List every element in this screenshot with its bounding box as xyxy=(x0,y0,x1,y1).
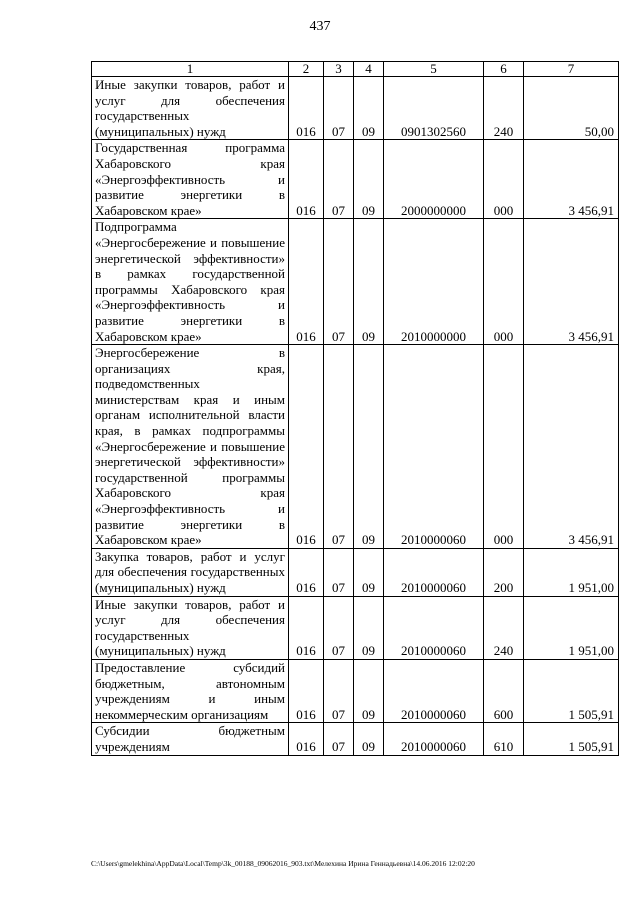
table-row xyxy=(92,723,619,755)
row-amount: 1 951,00 xyxy=(524,596,619,659)
row-amount: 3 456,91 xyxy=(524,219,619,345)
row-ministry: 016 xyxy=(289,77,324,140)
row-section: 07 xyxy=(324,596,354,659)
row-amount: 3 456,91 xyxy=(524,140,619,219)
table-row xyxy=(92,345,619,549)
row-target: 0901302560 xyxy=(384,77,484,140)
row-subsection: 09 xyxy=(354,659,384,722)
row-expense-type: 600 xyxy=(484,659,524,722)
row-subsection: 09 xyxy=(354,140,384,219)
header-col-1: 1 xyxy=(92,62,289,77)
table-row xyxy=(92,659,619,722)
row-subsection: 09 xyxy=(354,219,384,345)
row-target: 2010000060 xyxy=(384,548,484,596)
file-path-footer: C:\Users\gmelekhina\AppData\Local\Temp\3k_00188_09062016_903.txt\Мелехина Ирина Геннадьевна\14.06.2016 12:02:20 xyxy=(91,859,475,868)
header-col-7: 7 xyxy=(524,62,619,77)
row-name xyxy=(92,77,289,140)
budget-table xyxy=(91,61,619,756)
row-target: 2010000060 xyxy=(384,345,484,549)
row-name xyxy=(92,140,289,219)
row-section: 07 xyxy=(324,140,354,219)
row-name-text: Закупка товаров, работ и услуг для обеспечения государственных (муниципальных) нужд xyxy=(95,548,285,595)
row-subsection: 09 xyxy=(354,345,384,549)
row-ministry: 016 xyxy=(289,140,324,219)
row-section: 07 xyxy=(324,345,354,549)
row-section: 07 xyxy=(324,723,354,755)
header-col-2: 2 xyxy=(289,62,324,77)
row-expense-type: 000 xyxy=(484,219,524,345)
row-name xyxy=(92,548,289,596)
row-amount: 3 456,91 xyxy=(524,345,619,549)
row-name xyxy=(92,659,289,722)
row-subsection: 09 xyxy=(354,596,384,659)
table-row xyxy=(92,77,619,140)
row-amount: 1 951,00 xyxy=(524,548,619,596)
row-subsection: 09 xyxy=(354,548,384,596)
row-name xyxy=(92,345,289,549)
row-ministry: 016 xyxy=(289,345,324,549)
row-subsection: 09 xyxy=(354,723,384,755)
row-name-text: Государственная программа Хабаровского края «Энергоэффективность и развитие энергетики в Хабаровском крае» xyxy=(95,140,285,218)
row-name xyxy=(92,219,289,345)
row-name-text: Субсидии бюджетным учреждениям xyxy=(95,723,285,754)
row-target: 2010000060 xyxy=(384,723,484,755)
header-col-3: 3 xyxy=(324,62,354,77)
row-expense-type: 200 xyxy=(484,548,524,596)
header-row xyxy=(92,62,619,77)
row-expense-type: 000 xyxy=(484,140,524,219)
table-row xyxy=(92,596,619,659)
row-section: 07 xyxy=(324,77,354,140)
row-amount: 50,00 xyxy=(524,77,619,140)
row-name-text: Подпрограмма «Энергосбережение и повышение энергетической эффективности» в рамках государственной программы Хабаровского края «Энергоэффективность и развитие энергетики в Хабаровском крае» xyxy=(95,219,285,344)
row-amount: 1 505,91 xyxy=(524,659,619,722)
row-section: 07 xyxy=(324,548,354,596)
row-section: 07 xyxy=(324,659,354,722)
row-ministry: 016 xyxy=(289,219,324,345)
row-expense-type: 000 xyxy=(484,345,524,549)
row-ministry: 016 xyxy=(289,659,324,722)
row-target: 2010000060 xyxy=(384,659,484,722)
row-expense-type: 240 xyxy=(484,77,524,140)
row-target: 2010000000 xyxy=(384,219,484,345)
row-expense-type: 240 xyxy=(484,596,524,659)
header-col-5: 5 xyxy=(384,62,484,77)
row-name-text: Энергосбережение в организациях края, подведомственных министерствам края и иным органам исполнительной власти края, в рамках подпрограммы «Энергосбережение и повышение энергетической эффективности» государственной программы Хабаровского края «Энергоэффективность и развитие энергетики в Хабаровском крае» xyxy=(95,345,285,548)
row-target: 2010000060 xyxy=(384,596,484,659)
row-ministry: 016 xyxy=(289,723,324,755)
row-ministry: 016 xyxy=(289,596,324,659)
row-name-text: Иные закупки товаров, работ и услуг для обеспечения государственных (муниципальных) нужд xyxy=(95,77,285,139)
row-section: 07 xyxy=(324,219,354,345)
row-expense-type: 610 xyxy=(484,723,524,755)
row-name-text: Предоставление субсидий бюджетным, автономным учреждениям и иным некоммерческим организациям xyxy=(95,659,285,722)
row-subsection: 09 xyxy=(354,77,384,140)
row-target: 2000000000 xyxy=(384,140,484,219)
row-ministry: 016 xyxy=(289,548,324,596)
table-row xyxy=(92,140,619,219)
row-name xyxy=(92,723,289,755)
table-row xyxy=(92,548,619,596)
row-amount: 1 505,91 xyxy=(524,723,619,755)
header-col-6: 6 xyxy=(484,62,524,77)
page-number: 437 xyxy=(309,19,331,34)
table-row xyxy=(92,219,619,345)
row-name-text: Иные закупки товаров, работ и услуг для обеспечения государственных (муниципальных) нужд xyxy=(95,596,285,659)
header-col-4: 4 xyxy=(354,62,384,77)
row-name xyxy=(92,596,289,659)
